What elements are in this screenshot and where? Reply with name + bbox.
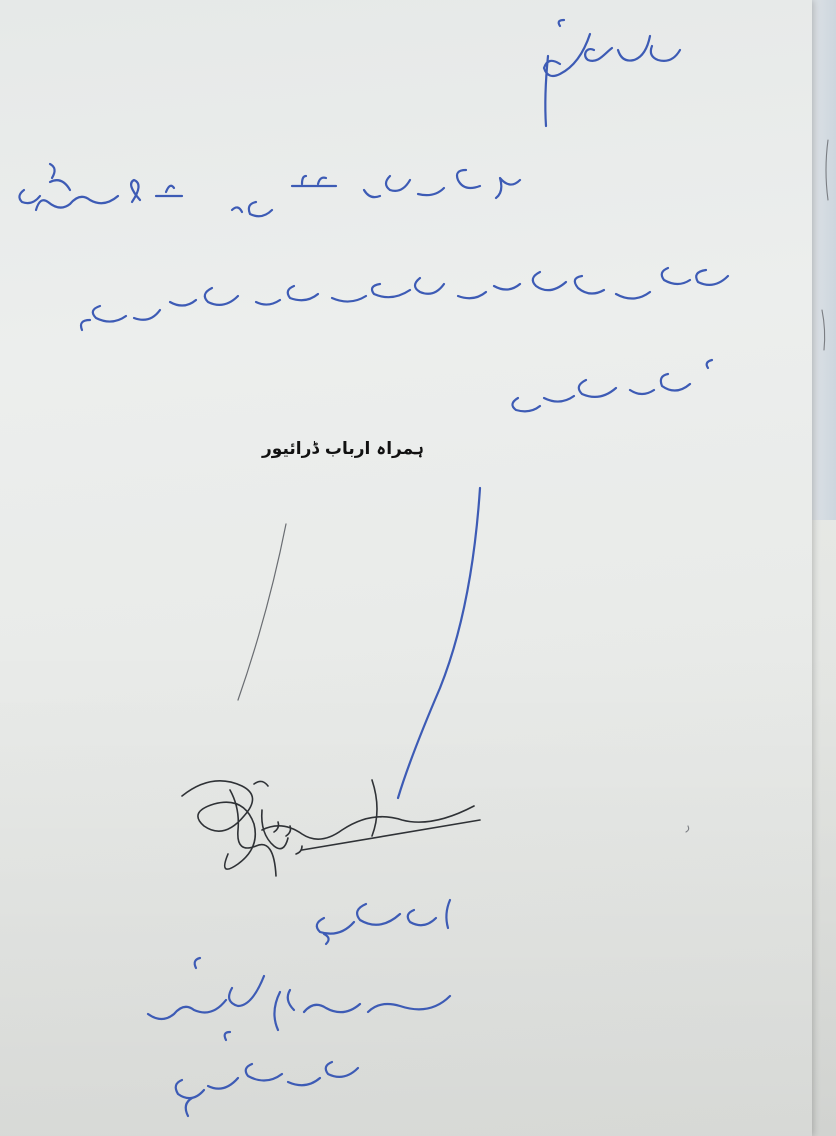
handwritten-designation — [148, 958, 450, 1030]
caption-label: ہمراہ ارباب ڈرائیور — [262, 439, 424, 459]
handwritten-greeting — [544, 20, 680, 126]
pencil-stroke — [238, 524, 286, 700]
handwritten-body-line-1 — [81, 268, 728, 330]
ink-stroke-line — [398, 488, 480, 798]
handwritten-body-line-2 — [512, 360, 712, 411]
paper-marks — [686, 140, 828, 832]
signature-mark — [182, 780, 480, 876]
handwritten-date-line — [19, 164, 520, 216]
handwritten-name — [317, 900, 450, 944]
handwritten-office — [176, 1032, 358, 1116]
